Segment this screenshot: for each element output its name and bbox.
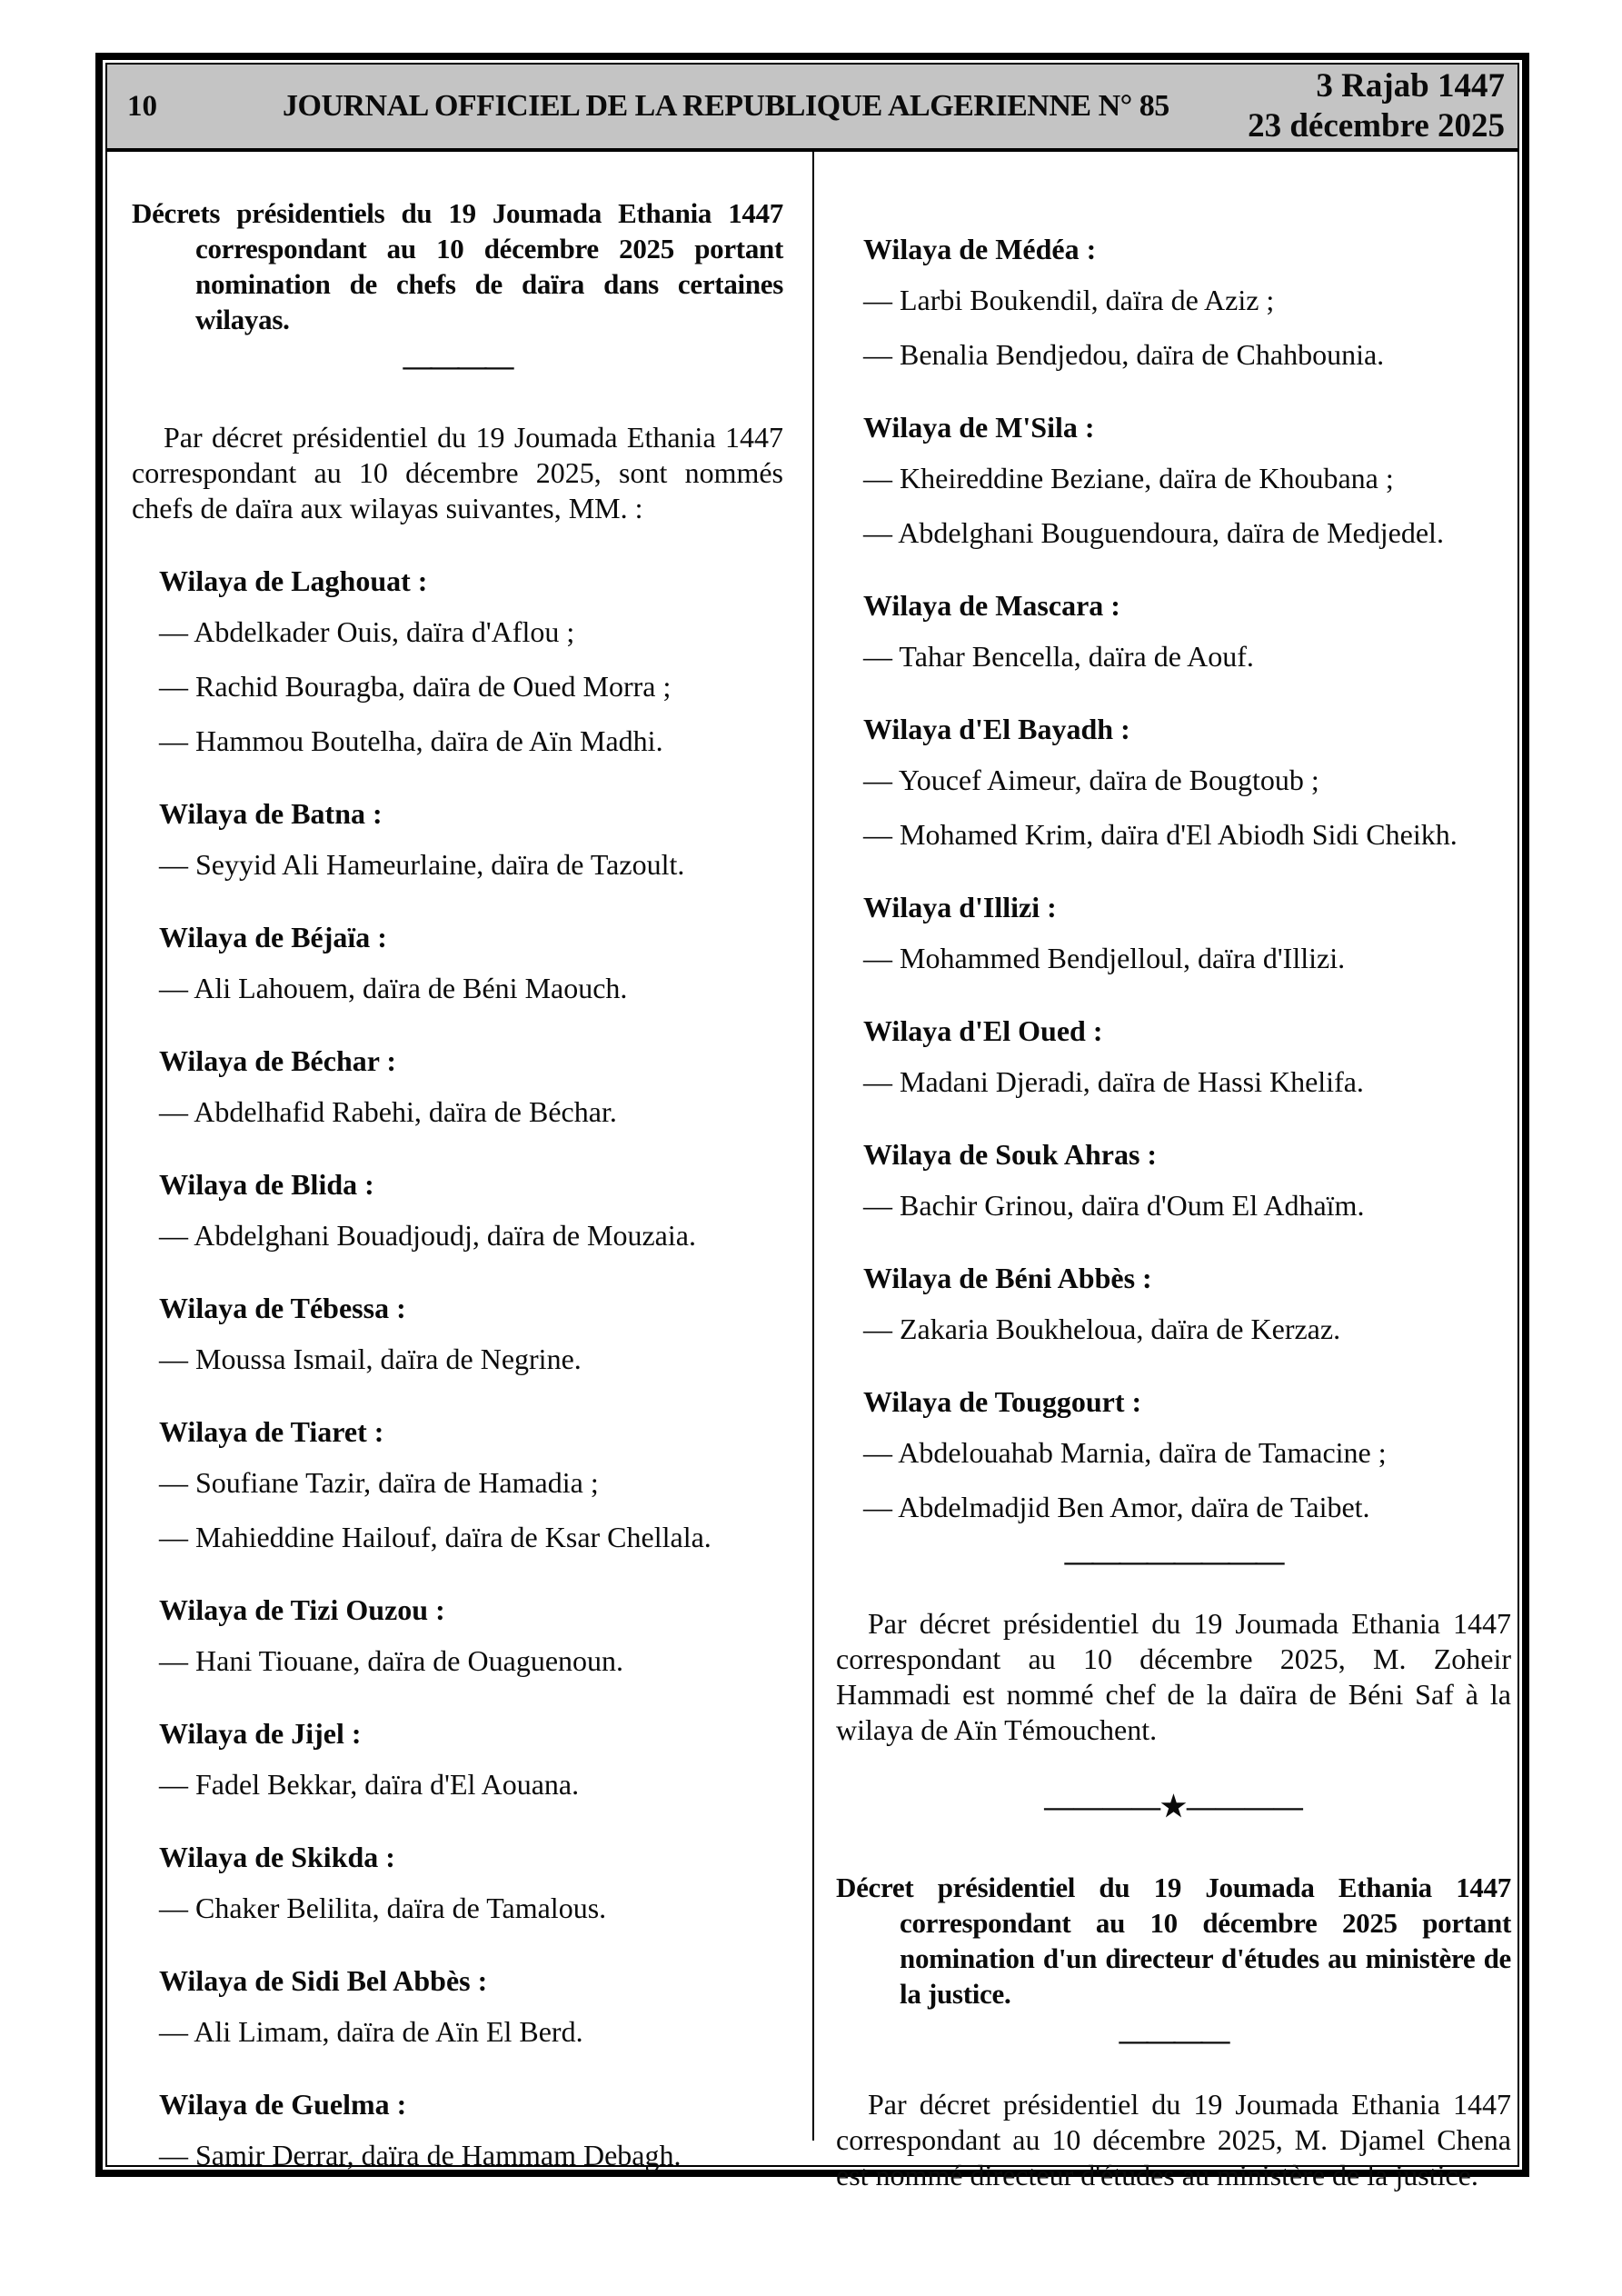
- daira-entry: — Fadel Bekkar, daïra d'El Aouana.: [159, 1768, 580, 1801]
- daira-entry: — Kheireddine Beziane, daïra de Khoubana ;: [863, 462, 1394, 494]
- daira-entry: — Larbi Boukendil, daïra de Aziz ;: [863, 284, 1275, 316]
- wilaya-heading: Wilaya d'El Bayadh :: [863, 713, 1130, 745]
- wilaya-heading: Wilaya de Blida :: [159, 1168, 374, 1201]
- daira-entry: — Abdelkader Ouis, daïra d'Aflou ;: [159, 615, 575, 648]
- long-dash-separator: ————————: [1064, 1544, 1283, 1577]
- wilaya-heading: Wilaya de Tébessa :: [159, 1292, 406, 1324]
- wilaya-heading: Wilaya de Jijel :: [159, 1717, 362, 1750]
- wilaya-heading: Wilaya d'El Oued :: [863, 1014, 1103, 1047]
- wilaya-heading: Wilaya de M'Sila :: [863, 411, 1095, 444]
- daira-entry: — Abdelmadjid Ben Amor, daïra de Taibet.: [863, 1491, 1370, 1523]
- daira-entry: — Benalia Bendjedou, daïra de Chahbounia.: [863, 338, 1385, 371]
- wilaya-heading: Wilaya de Touggourt :: [863, 1385, 1142, 1418]
- wilaya-heading: Wilaya de Tiaret :: [159, 1415, 384, 1448]
- decree-heading: Décrets présidentiels du 19 Joumada Ethania 1447 correspondant au 10 décembre 2025 portant nomination de chefs de daïra dans certaines wilayas.: [132, 197, 783, 335]
- daira-entry: — Mahieddine Hailouf, daïra de Ksar Chellala.: [159, 1521, 711, 1553]
- daira-entry: — Mohamed Krim, daïra d'El Abiodh Sidi Cheikh.: [863, 818, 1458, 851]
- daira-entry: — Abdelhafid Rabehi, daïra de Béchar.: [159, 1095, 617, 1128]
- daira-entry: — Seyyid Ali Hameurlaine, daïra de Tazoult.: [159, 848, 685, 881]
- daira-entry: — Abdelghani Bouadjoudj, daïra de Mouzaia.: [159, 1219, 696, 1252]
- wilaya-heading: Wilaya de Skikda :: [159, 1841, 395, 1873]
- wilaya-heading: Wilaya de Béchar :: [159, 1044, 397, 1077]
- wilaya-heading: Wilaya d'Illizi :: [863, 891, 1057, 923]
- daira-entry: — Rachid Bouragba, daïra de Oued Morra ;: [159, 670, 672, 703]
- daira-entry: — Soufiane Tazir, daïra de Hamadia ;: [159, 1466, 599, 1499]
- daira-entry: — Madani Djeradi, daïra de Hassi Khelifa.: [863, 1065, 1364, 1098]
- right-column: [836, 195, 1511, 2193]
- short-dash-separator: ————: [1119, 2023, 1229, 2056]
- daira-entry: — Tahar Bencella, daïra de Aouf.: [863, 640, 1254, 673]
- daira-entry: — Chaker Belilita, daïra de Tamalous.: [159, 1892, 607, 1924]
- daira-entry: — Youcef Aimeur, daïra de Bougtoub ;: [863, 764, 1319, 796]
- column-divider: [812, 151, 814, 2141]
- gregorian-date: 23 décembre 2025: [1248, 107, 1505, 145]
- hijri-date: 3 Rajab 1447: [1316, 67, 1505, 105]
- decree-paragraph-beni-saf: Par décret présidentiel du 19 Joumada Ethania 1447 correspondant au 10 décembre 2025, M. Zoheir Hammadi est nommé chef de la daïra de Béni Saf à la wilaya de Aïn Témouchent.: [836, 1607, 1511, 1746]
- daira-entry: — Moussa Ismail, daïra de Negrine.: [159, 1343, 582, 1375]
- journal-title: JOURNAL OFFICIEL DE LA REPUBLIQUE ALGERIENNE N° 85: [283, 89, 1169, 123]
- wilaya-heading: Wilaya de Souk Ahras :: [863, 1138, 1158, 1171]
- wilaya-heading: Wilaya de Béjaïa :: [159, 921, 387, 953]
- header-band: [107, 65, 1518, 152]
- page-number: 10: [127, 90, 157, 123]
- decree-paragraph-justice: Par décret présidentiel du 19 Joumada Ethania 1447 correspondant au 10 décembre 2025, M. Djamel Chena est nommé directeur d'études au ministère de la justice.: [836, 2088, 1511, 2191]
- wilaya-heading: Wilaya de Mascara :: [863, 589, 1120, 622]
- daira-entry: — Samir Derrar, daïra de Hammam Debagh.: [159, 2139, 682, 2171]
- wilaya-heading: Wilaya de Laghouat :: [159, 564, 428, 597]
- left-column: [132, 195, 783, 2173]
- wilaya-heading: Wilaya de Béni Abbès :: [863, 1262, 1152, 1294]
- wilaya-heading: Wilaya de Tizi Ouzou :: [159, 1593, 445, 1626]
- daira-entry: — Abdelghani Bouguendoura, daïra de Medjedel.: [863, 516, 1444, 549]
- wilaya-heading: Wilaya de Batna :: [159, 797, 383, 830]
- left-wilaya-list: [132, 564, 783, 2173]
- daira-entry: — Zakaria Boukheloua, daïra de Kerzaz.: [863, 1313, 1341, 1345]
- wilaya-heading: Wilaya de Sidi Bel Abbès :: [159, 1964, 488, 1997]
- daira-entry: — Hammou Boutelha, daïra de Aïn Madhi.: [159, 724, 663, 757]
- daira-entry: — Bachir Grinou, daïra d'Oum El Adhaïm.: [863, 1189, 1365, 1222]
- daira-entry: — Ali Lahouem, daïra de Béni Maouch.: [159, 972, 628, 1004]
- dash-separator: ————: [403, 349, 512, 382]
- header-dates: [1248, 66, 1505, 146]
- wilaya-heading: Wilaya de Médéa :: [863, 233, 1097, 265]
- wilaya-heading: Wilaya de Guelma :: [159, 2088, 407, 2121]
- intro-paragraph: Par décret présidentiel du 19 Joumada Ethania 1447 correspondant au 10 décembre 2025, sont nommés chefs de daïra aux wilayas suivantes, MM. :: [132, 421, 783, 524]
- daira-entry: — Mohammed Bendjelloul, daïra d'Illizi.: [863, 942, 1346, 974]
- daira-entry: — Ali Limam, daïra de Aïn El Berd.: [159, 2015, 583, 2048]
- daira-entry: — Abdelouahab Marnia, daïra de Tamacine ;: [863, 1436, 1387, 1469]
- right-wilaya-list: [836, 232, 1511, 1525]
- second-decree-heading: Décret présidentiel du 19 Joumada Ethania 1447 correspondant au 10 décembre 2025 portant nomination d'un directeur d'études au ministère de la justice.: [836, 1872, 1511, 2010]
- daira-entry: — Hani Tiouane, daïra de Ouaguenoun.: [159, 1644, 624, 1677]
- star-separator: ————★————: [1044, 1790, 1303, 1822]
